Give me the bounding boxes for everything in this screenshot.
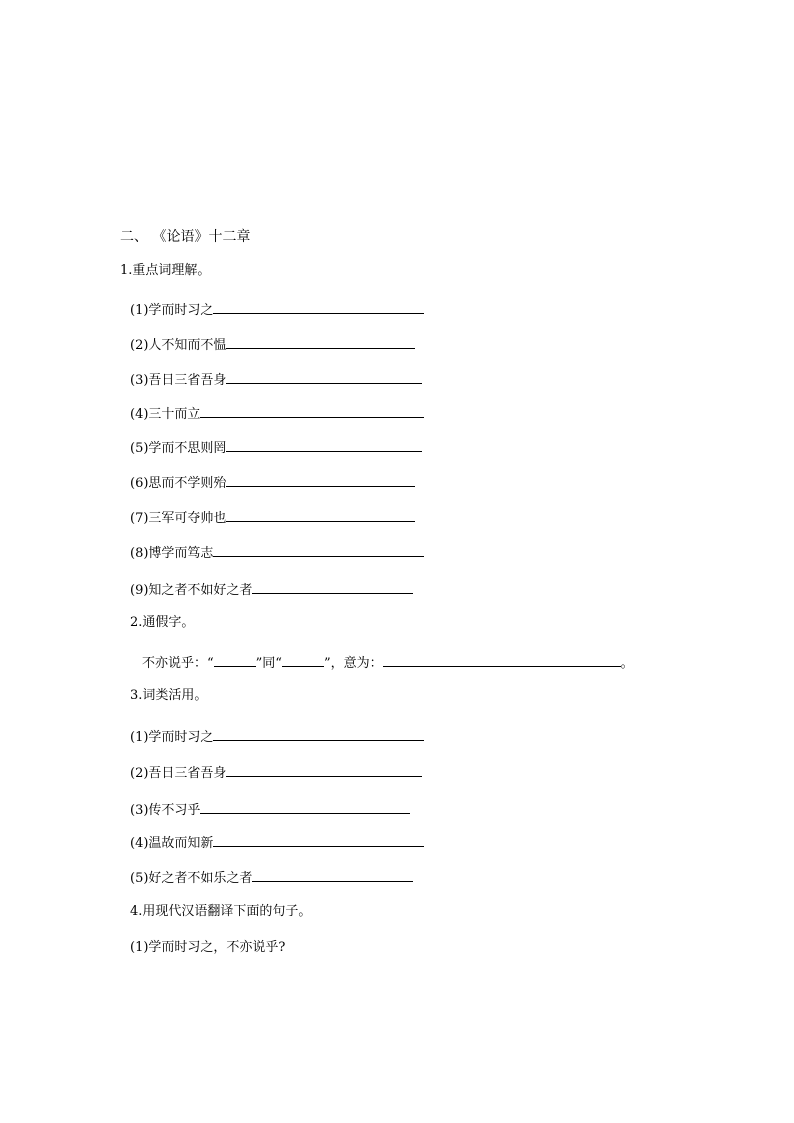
q1-heading: 1.重点词理解。 [120,263,211,278]
q1-item-9 [130,580,413,599]
q3-item-label: (1)学而时习之 [130,730,214,745]
answer-blank[interactable] [226,763,422,777]
q3-item-1 [130,727,424,746]
q3-item-label: (5)好之者不如乐之者 [130,871,253,886]
answer-blank[interactable] [213,543,424,557]
answer-blank[interactable] [214,653,256,667]
answer-blank[interactable] [226,473,415,487]
q1-item-label: (7)三军可夺帅也 [130,511,227,526]
q3-heading: 3.词类活用。 [130,688,208,703]
answer-blank[interactable] [226,335,415,349]
q3-item-3 [130,800,410,819]
q3-item-label: (4)温故而知新 [130,836,214,851]
answer-blank[interactable] [213,833,424,847]
answer-blank[interactable] [282,653,324,667]
q1-item-label: (6)思而不学则殆 [130,476,227,491]
q1-item-8 [130,543,424,562]
answer-blank[interactable] [226,438,422,452]
q2-prefix: 不亦说乎：“ [142,656,214,671]
q1-item-5 [130,438,422,457]
q4-item-1: (1)学而时习之，不亦说乎? [130,940,286,955]
q3-item-label: (3)传不习乎 [130,803,201,818]
q1-item-3 [130,370,422,389]
q2-mid1: ”同“ [255,656,282,671]
answer-blank[interactable] [226,370,422,384]
q1-item-7 [130,508,415,527]
q1-item-2 [130,335,415,354]
answer-blank[interactable] [213,300,424,314]
q4-heading: 4.用现代汉语翻译下面的句子。 [130,904,312,919]
q1-item-6 [130,473,415,492]
section-title: 二、 《论语》十二章 [120,229,251,245]
q3-item-4 [130,833,424,852]
answer-blank[interactable] [252,868,413,882]
answer-blank[interactable] [383,653,621,667]
answer-blank[interactable] [200,404,424,418]
q1-item-label: (8)博学而笃志 [130,546,214,561]
q1-item-label: (3)吾日三省吾身 [130,373,227,388]
answer-blank[interactable] [213,727,424,741]
q3-item-label: (2)吾日三省吾身 [130,766,227,781]
q2-heading: 2.通假字。 [130,615,195,630]
q1-item-label: (5)学而不思则罔 [130,441,227,456]
q2-end: 。 [620,656,634,671]
answer-blank[interactable] [226,508,415,522]
q2-line [142,653,634,672]
q1-item-4 [130,404,424,423]
q1-item-label: (2)人不知而不愠 [130,338,227,353]
q1-item-1 [130,300,424,319]
q2-mid2: ”，意为： [323,656,383,671]
q3-item-5 [130,868,413,887]
answer-blank[interactable] [252,580,413,594]
q3-item-2 [130,763,422,782]
q1-item-label: (9)知之者不如好之者 [130,583,253,598]
answer-blank[interactable] [200,800,410,814]
q1-item-label: (4)三十而立 [130,407,201,422]
q1-item-label: (1)学而时习之 [130,303,214,318]
